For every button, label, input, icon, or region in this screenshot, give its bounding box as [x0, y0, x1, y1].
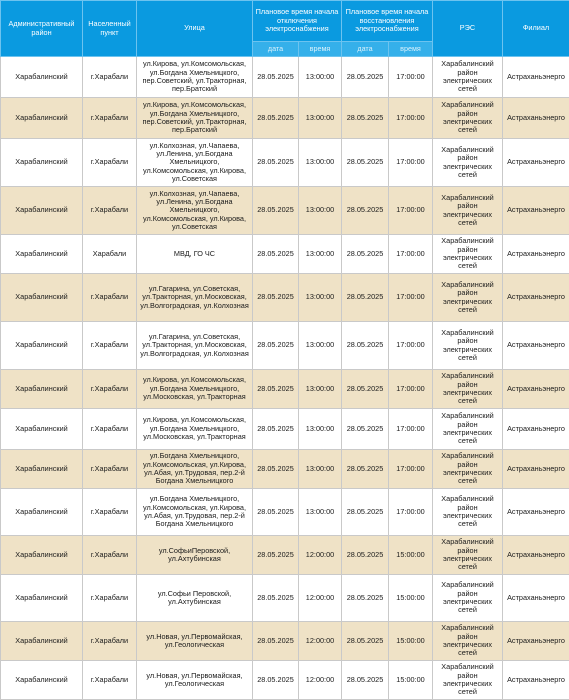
- table-row: [1, 322, 569, 370]
- cell-branch: Астраханьэнерго: [503, 274, 569, 322]
- cell-street: МВД, ГО ЧС: [137, 235, 253, 274]
- cell-on-time: 17:00:00: [389, 322, 433, 370]
- cell-on-date: 28.05.2025: [342, 235, 389, 274]
- cell-on-time: 17:00:00: [389, 489, 433, 536]
- table-row: [1, 57, 569, 98]
- table-row: [1, 661, 569, 700]
- cell-off-date: 28.05.2025: [253, 622, 299, 661]
- cell-res: Харабалинский район электрических сетей: [433, 274, 503, 322]
- cell-on-time: 17:00:00: [389, 57, 433, 98]
- cell-branch: Астраханьэнерго: [503, 187, 569, 235]
- cell-region: Харабалинский: [1, 661, 83, 700]
- cell-on-date: 28.05.2025: [342, 370, 389, 409]
- cell-off-date: 28.05.2025: [253, 536, 299, 575]
- table-body: [1, 57, 569, 700]
- cell-settlement: г.Харабали: [83, 274, 137, 322]
- cell-on-time: 15:00:00: [389, 575, 433, 622]
- cell-on-time: 17:00:00: [389, 235, 433, 274]
- cell-settlement: г.Харабали: [83, 575, 137, 622]
- header-res: РЭС: [433, 1, 503, 57]
- cell-off-date: 28.05.2025: [253, 450, 299, 489]
- cell-res: Харабалинский район электрических сетей: [433, 450, 503, 489]
- cell-res: Харабалинский район электрических сетей: [433, 187, 503, 235]
- cell-on-time: 17:00:00: [389, 450, 433, 489]
- header-branch: Филиал: [503, 1, 569, 57]
- cell-off-date: 28.05.2025: [253, 274, 299, 322]
- cell-region: Харабалинский: [1, 489, 83, 536]
- cell-on-date: 28.05.2025: [342, 489, 389, 536]
- cell-on-time: 17:00:00: [389, 139, 433, 187]
- cell-off-time: 13:00:00: [299, 187, 342, 235]
- table-row: [1, 187, 569, 235]
- cell-on-date: 28.05.2025: [342, 622, 389, 661]
- cell-region: Харабалинский: [1, 235, 83, 274]
- header-off-date: дата: [253, 42, 299, 57]
- cell-res: Харабалинский район электрических сетей: [433, 661, 503, 700]
- cell-on-time: 17:00:00: [389, 409, 433, 450]
- cell-on-date: 28.05.2025: [342, 98, 389, 139]
- cell-settlement: г.Харабали: [83, 370, 137, 409]
- table-row: [1, 98, 569, 139]
- cell-on-date: 28.05.2025: [342, 409, 389, 450]
- cell-branch: Астраханьэнерго: [503, 661, 569, 700]
- cell-settlement: г.Харабали: [83, 187, 137, 235]
- cell-off-time: 13:00:00: [299, 409, 342, 450]
- cell-region: Харабалинский: [1, 274, 83, 322]
- header-settlement: Населенный пункт: [83, 1, 137, 57]
- cell-off-time: 13:00:00: [299, 489, 342, 536]
- cell-off-date: 28.05.2025: [253, 575, 299, 622]
- table-row: [1, 370, 569, 409]
- table-row: [1, 575, 569, 622]
- cell-settlement: г.Харабали: [83, 322, 137, 370]
- cell-street: ул.Гагарина, ул.Советская, ул.Тракторная, ул.Московская, ул.Волгоградская, ул.Колхозная: [137, 322, 253, 370]
- cell-res: Харабалинский район электрических сетей: [433, 536, 503, 575]
- cell-on-time: 17:00:00: [389, 187, 433, 235]
- cell-off-time: 13:00:00: [299, 57, 342, 98]
- cell-res: Харабалинский район электрических сетей: [433, 235, 503, 274]
- cell-region: Харабалинский: [1, 98, 83, 139]
- cell-on-time: 15:00:00: [389, 622, 433, 661]
- cell-settlement: г.Харабали: [83, 409, 137, 450]
- header-planned-off: Плановое время начала отключения электроснабжения: [253, 1, 342, 42]
- header-on-date: дата: [342, 42, 389, 57]
- cell-street: ул.Кирова, ул.Комсомольская, ул.Богдана Хмельницкого, пер.Советский, ул.Тракторная, пер.Братский: [137, 98, 253, 139]
- cell-off-time: 12:00:00: [299, 622, 342, 661]
- cell-off-time: 12:00:00: [299, 536, 342, 575]
- cell-res: Харабалинский район электрических сетей: [433, 57, 503, 98]
- cell-branch: Астраханьэнерго: [503, 322, 569, 370]
- cell-branch: Астраханьэнерго: [503, 450, 569, 489]
- cell-off-date: 28.05.2025: [253, 235, 299, 274]
- header-off-time: время: [299, 42, 342, 57]
- cell-street: ул.СофьиПеровской, ул.Ахтубинская: [137, 536, 253, 575]
- cell-street: ул.Кирова, ул.Комсомольская, ул.Богдана Хмельницкого, ул.Московская, ул.Тракторная: [137, 370, 253, 409]
- cell-on-time: 15:00:00: [389, 661, 433, 700]
- cell-on-time: 17:00:00: [389, 370, 433, 409]
- cell-off-date: 28.05.2025: [253, 322, 299, 370]
- cell-region: Харабалинский: [1, 409, 83, 450]
- cell-off-date: 28.05.2025: [253, 489, 299, 536]
- cell-settlement: г.Харабали: [83, 536, 137, 575]
- cell-res: Харабалинский район электрических сетей: [433, 409, 503, 450]
- cell-off-time: 13:00:00: [299, 98, 342, 139]
- cell-settlement: г.Харабали: [83, 98, 137, 139]
- header-street: Улица: [137, 1, 253, 57]
- cell-res: Харабалинский район электрических сетей: [433, 370, 503, 409]
- cell-off-date: 28.05.2025: [253, 57, 299, 98]
- cell-region: Харабалинский: [1, 622, 83, 661]
- cell-off-time: 13:00:00: [299, 235, 342, 274]
- cell-region: Харабалинский: [1, 187, 83, 235]
- cell-off-time: 12:00:00: [299, 575, 342, 622]
- cell-region: Харабалинский: [1, 575, 83, 622]
- cell-branch: Астраханьэнерго: [503, 622, 569, 661]
- cell-on-time: 17:00:00: [389, 98, 433, 139]
- table-row: [1, 274, 569, 322]
- cell-street: ул.Колхозная, ул.Чапаева, ул.Ленина, ул.Богдана Хмельницкого, ул.Комсомольская, ул.Кирова, ул.Советская: [137, 187, 253, 235]
- cell-settlement: г.Харабали: [83, 622, 137, 661]
- cell-res: Харабалинский район электрических сетей: [433, 575, 503, 622]
- table-row: [1, 409, 569, 450]
- cell-branch: Астраханьэнерго: [503, 57, 569, 98]
- cell-on-date: 28.05.2025: [342, 575, 389, 622]
- cell-res: Харабалинский район электрических сетей: [433, 622, 503, 661]
- cell-street: ул.Кирова, ул.Комсомольская, ул.Богдана Хмельницкого, ул.Московская, ул.Тракторная: [137, 409, 253, 450]
- cell-branch: Астраханьэнерго: [503, 536, 569, 575]
- header-admin-region: Административный район: [1, 1, 83, 57]
- table-row: [1, 536, 569, 575]
- cell-off-date: 28.05.2025: [253, 370, 299, 409]
- cell-street: ул.Богдана Хмельницкого, ул.Комсомольская, ул.Кирова, ул.Абая, ул.Трудовая, пер.2-й Богдана Хмельницкого: [137, 489, 253, 536]
- cell-branch: Астраханьэнерго: [503, 98, 569, 139]
- cell-street: ул.Софьи Перовской, ул.Ахтубинская: [137, 575, 253, 622]
- table-header: [1, 1, 569, 57]
- cell-settlement: г.Харабали: [83, 450, 137, 489]
- cell-region: Харабалинский: [1, 536, 83, 575]
- cell-region: Харабалинский: [1, 57, 83, 98]
- cell-street: ул.Колхозная, ул.Чапаева, ул.Ленина, ул.Богдана Хмельницкого, ул.Комсомольская, ул.Кирова, ул.Советская: [137, 139, 253, 187]
- cell-on-date: 28.05.2025: [342, 322, 389, 370]
- table-row: [1, 139, 569, 187]
- cell-branch: Астраханьэнерго: [503, 139, 569, 187]
- cell-off-date: 28.05.2025: [253, 139, 299, 187]
- cell-off-date: 28.05.2025: [253, 187, 299, 235]
- cell-on-date: 28.05.2025: [342, 139, 389, 187]
- cell-settlement: Харабали: [83, 235, 137, 274]
- table-row: [1, 489, 569, 536]
- cell-settlement: г.Харабали: [83, 489, 137, 536]
- table-row: [1, 450, 569, 489]
- cell-res: Харабалинский район электрических сетей: [433, 98, 503, 139]
- cell-off-time: 13:00:00: [299, 274, 342, 322]
- cell-on-date: 28.05.2025: [342, 661, 389, 700]
- cell-res: Харабалинский район электрических сетей: [433, 139, 503, 187]
- cell-branch: Астраханьэнерго: [503, 370, 569, 409]
- cell-off-time: 13:00:00: [299, 139, 342, 187]
- cell-on-date: 28.05.2025: [342, 536, 389, 575]
- cell-on-date: 28.05.2025: [342, 187, 389, 235]
- cell-on-date: 28.05.2025: [342, 274, 389, 322]
- cell-street: ул.Новая, ул.Первомайская, ул.Геологическая: [137, 622, 253, 661]
- cell-branch: Астраханьэнерго: [503, 409, 569, 450]
- cell-on-date: 28.05.2025: [342, 450, 389, 489]
- cell-off-time: 13:00:00: [299, 322, 342, 370]
- cell-branch: Астраханьэнерго: [503, 575, 569, 622]
- cell-off-date: 28.05.2025: [253, 98, 299, 139]
- cell-settlement: г.Харабали: [83, 661, 137, 700]
- cell-street: ул.Гагарина, ул.Советская, ул.Тракторная, ул.Московская, ул.Волгоградская, ул.Колхозная: [137, 274, 253, 322]
- cell-street: ул.Кирова, ул.Комсомольская, ул.Богдана Хмельницкого, пер.Советский, ул.Тракторная, пер.Братский: [137, 57, 253, 98]
- cell-res: Харабалинский район электрических сетей: [433, 322, 503, 370]
- cell-branch: Астраханьэнерго: [503, 235, 569, 274]
- cell-settlement: г.Харабали: [83, 57, 137, 98]
- cell-region: Харабалинский: [1, 450, 83, 489]
- cell-region: Харабалинский: [1, 322, 83, 370]
- cell-region: Харабалинский: [1, 139, 83, 187]
- cell-off-time: 13:00:00: [299, 450, 342, 489]
- header-on-time: время: [389, 42, 433, 57]
- cell-on-date: 28.05.2025: [342, 57, 389, 98]
- cell-on-time: 15:00:00: [389, 536, 433, 575]
- cell-res: Харабалинский район электрических сетей: [433, 489, 503, 536]
- cell-on-time: 17:00:00: [389, 274, 433, 322]
- cell-branch: Астраханьэнерго: [503, 489, 569, 536]
- cell-off-date: 28.05.2025: [253, 661, 299, 700]
- cell-settlement: г.Харабали: [83, 139, 137, 187]
- cell-street: ул.Богдана Хмельницкого, ул.Комсомольская, ул.Кирова, ул.Абая, ул.Трудовая, пер.2-й Богдана Хмельницкого: [137, 450, 253, 489]
- header-planned-restore: Плановое время начала восстановления электроснабжения: [342, 1, 433, 42]
- table-row: [1, 622, 569, 661]
- cell-street: ул.Новая, ул.Первомайская, ул.Геологическая: [137, 661, 253, 700]
- cell-off-time: 12:00:00: [299, 661, 342, 700]
- cell-off-time: 13:00:00: [299, 370, 342, 409]
- cell-region: Харабалинский: [1, 370, 83, 409]
- table-row: [1, 235, 569, 274]
- cell-off-date: 28.05.2025: [253, 409, 299, 450]
